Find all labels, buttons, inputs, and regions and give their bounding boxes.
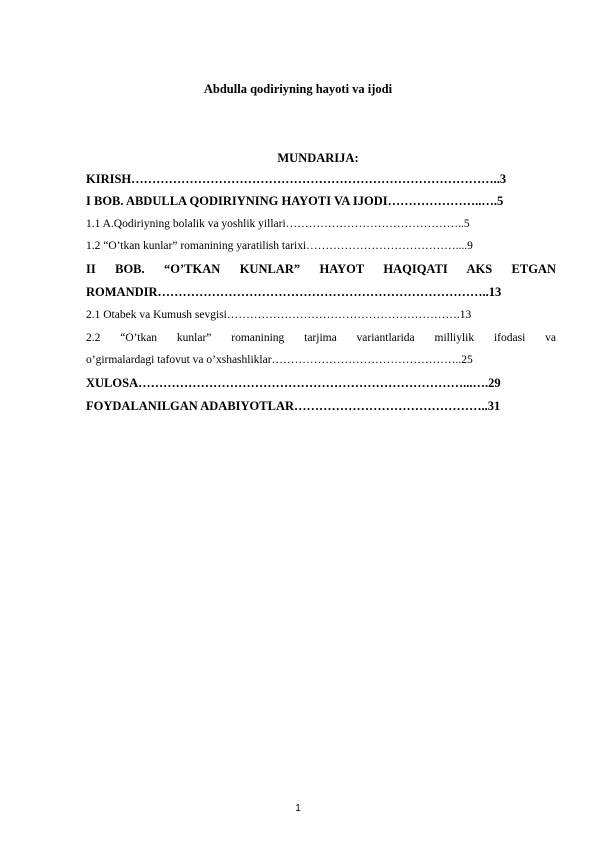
toc-entry-xulosa: XULOSA……………………………………………………………………...….29 xyxy=(86,376,501,390)
document-title: Abdulla qodiriyning hayoti va ijodi xyxy=(203,82,393,96)
toc-entry-bibliography: FOYDALANILGAN ADABIYOTLAR………………………………………..31 xyxy=(86,399,501,413)
toc-entry-section-2-2-line-2: o’girmalardagi tafovut va o’xshashliklar…………………………………………..25 xyxy=(86,354,473,366)
toc-entry-kirish: KIRISH……………………………………………………………………………..3 xyxy=(86,172,507,186)
page-number: 1 xyxy=(295,803,301,814)
toc-entry-chapter-2-line-2: ROMANDIR……………………………………………………………………..13 xyxy=(86,285,502,299)
toc-entry-chapter-1: I BOB. ABDULLA QODIRIYNING HAYOTI VA IJODI…………………..….5 xyxy=(86,194,504,208)
toc-entry-section-2-1: 2.1 Otabek va Kumush sevgisi…………………………………………………….13 xyxy=(86,309,472,321)
toc-entry-section-1-1: 1.1 A.Qodiriyning bolalik va yoshlik yillari………………………………………..5 xyxy=(86,218,470,230)
toc-entry-section-2-2-line-1: 2.2 “O’tkan kunlar” romanining tarjima variantlarida milliylik ifodasi va xyxy=(86,332,556,344)
toc-entry-chapter-2-line-1: II BOB. “O’TKAN KUNLAR” HAYOT HAQIQATI AKS ETGAN xyxy=(86,262,556,276)
toc-heading: MUNDARIJA: xyxy=(277,151,359,165)
toc-entry-section-1-2: 1.2 “O’tkan kunlar” romanining yaratilish tarixi…………………………………....9 xyxy=(86,240,473,252)
